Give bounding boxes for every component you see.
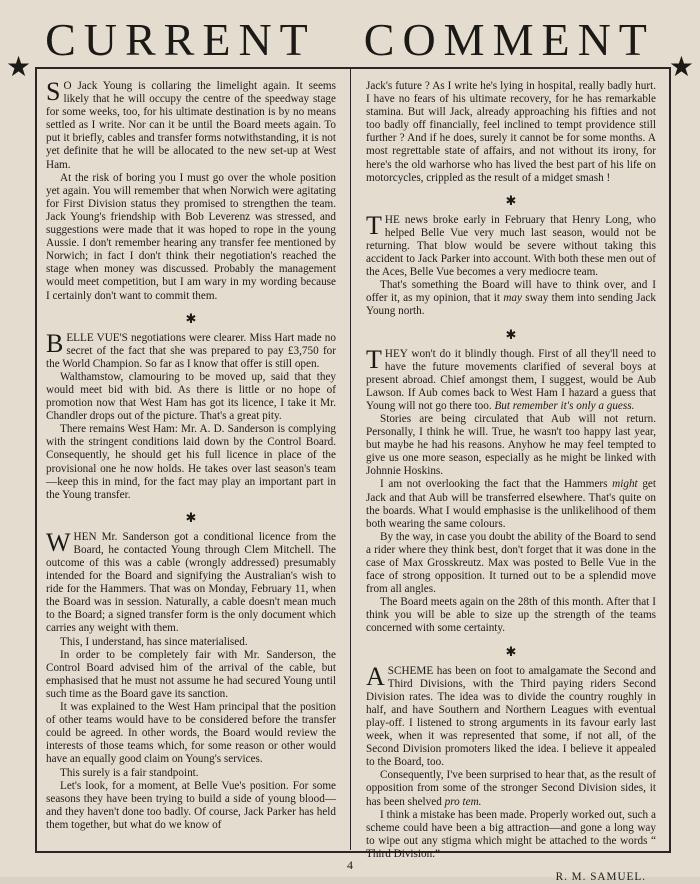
paragraph: Stories are being circulated that Aub will not return. Personally, I think he will. True, he wasn't too happy last year, but maybe he had his reasons. Anyhow he may feel tempted to give us one more season, especially as he might be linked with Johnnie Hoskins.: [366, 412, 656, 478]
paragraph: In order to be completely fair with Mr. Sanderson, the Control Board advised him of the arrival of the cable, but emphasised that he must not assume he had secured Young until such time as the Board gave its sanction.: [46, 648, 336, 700]
paragraph: [366, 661, 656, 770]
drop-cap: T: [366, 210, 382, 240]
paragraph-text: ELLE VUE'S negotiations were clearer. Miss Hart made no secret of the fact that she was prepared to pay £3,750 for the World Champion. So far as I know that offer is still open.: [46, 331, 336, 370]
asterisk-separator-icon: ✱: [185, 310, 197, 326]
drop-cap: W: [46, 527, 71, 557]
title-word-current: CURRENT: [45, 14, 316, 65]
paragraph: It was explained to the West Ham principal that the position of other teams would have to be considered before the transfer could be agreed. In other words, the Board would review the interests of those teams which, for some reason or other would have an equally good claim on Young's services.: [46, 701, 336, 766]
text-run: get Jack and that Aub will be transferred elsewhere. That's quite on the boards. What I would emphasise is the unlikelihood of them both wearing the same colours.: [366, 478, 656, 530]
paragraph: Walthamstow, clamouring to be moved up, said that they would meet bid with bid. As there is little or no hope of promotion now that West Ham has got its licence, I take it Mr. Chandler drops out of the picture. That's a great pity.: [46, 370, 336, 423]
paragraph: [366, 210, 656, 279]
page-title: [0, 14, 700, 66]
asterisk-separator-icon: ✱: [505, 643, 517, 659]
paragraph: Let's look, for a moment, at Belle Vue's position. For some seasons they have been trying to build a side of young blood—and they haven't done too badly. Of course, Jack Parker has held them together, but what do we know of: [46, 779, 336, 831]
italic-text: might: [612, 478, 638, 491]
star-icon-left: ★: [6, 52, 32, 83]
italic-text: may: [503, 292, 522, 305]
italic-text: pro tem.: [444, 795, 482, 808]
paragraph-text: HE news broke early in February that Henry Long, who helped Belle Vue very much last season, would not be returning. That blow would be severe without taking this accident to Jack Parker into account. With both these men out of the Aces, Belle Vue becomes a very mediocre team.: [366, 213, 656, 279]
paragraph-text: O Jack Young is collaring the limelight again. It seems likely that he will occupy the centre of the speedway stage for some weeks, too, for his ultimate destination is by no means settled as I write. Nor can it be until the Board meets again. To put it briefly, cables and transfer forms notwithstanding, it is not yet definite that he will be allocated to the new set-up at West Ham.: [46, 80, 336, 171]
paragraph: There remains West Ham: Mr. A. D. Sanderson is complying with the stringent conditions laid down by the Control Board. Consequently, he should get his full licence in place of the provisional one he now holds. He takes over last season's team—keep this in mind, for the fact may play an important part in the Young transfer.: [46, 423, 336, 501]
paragraph: This surely is a fair standpoint.: [60, 766, 199, 779]
paragraph-text: SCHEME has been on foot to amalgamate the Second and Third Divisions, with the Third paying riders Second Division rates. The idea was to divide the country roughly in half, and have Southern and Northern Leagues with eventual play-off. I listened to strong arguments in its favour early last week, when it was represented that some, if not all, of the Second Division promoters liked the idea. I believe it appealed to the Board, too.: [366, 664, 656, 769]
text-run: sway them into sending Jack Young north.: [366, 292, 657, 318]
paragraph: [366, 279, 656, 318]
paragraph-text: HEY won't do it blindly though. First of all they'll need to have the future movements clarified of several boys at present abroad. Chief amongst them, I suggest, would be Aub Lawson. If Aub comes back to West Ham I hazard a guess that Young will not go there too.: [366, 347, 656, 412]
drop-cap: T: [366, 344, 382, 374]
asterisk-separator-icon: ✱: [185, 509, 197, 525]
asterisk-separator-icon: ✱: [505, 326, 517, 342]
text-run: I am not overlooking the fact that the Hammers: [380, 478, 613, 491]
paragraph: [366, 344, 656, 413]
page-number: 4: [347, 858, 353, 872]
paragraph: [46, 77, 336, 172]
drop-cap: A: [366, 661, 385, 691]
left-column: [46, 77, 336, 832]
paragraph: At the risk of boring you I must go over the whole position yet again. You will remember that when Norwich were agitating for First Division status they promised to strengthen the team. Jack Young's friendship with Bob Leverenz was stressed, and suggestions were made that it was hoped to rope in the young Aussie. I don't remember hearing any transfer fee mentioned by Norwich; in fact I don't think their negotiation's reached the stage when money was discussed. Probably the management would meet competition, but I am wary in my wording because I certainly don't want to commit them.: [46, 171, 336, 302]
paragraph: [366, 478, 656, 530]
text-run: That's something the Board will have to think over, and I offer it, as my opinion, that it: [366, 279, 656, 305]
paragraph: Jack's future ? As I write he's lying in hospital, really badly hurt. I have no fears of his ultimate recovery, for he has remarkable stamina. But will Jack, already approaching his fifties and not too badly off financially, feel inclined to tempt providence still further ? And if he does, surely it cannot be for some months. A most regrettable state of affairs, and not without its irony, for here's the old warhorse who has lived the best part of his life on motorcycles, crippled as the result of a midget smash !: [366, 80, 656, 184]
paragraph: [366, 769, 656, 808]
drop-cap: S: [46, 77, 61, 106]
paragraph-text: HEN Mr. Sanderson got a conditional licence from the Board, he contacted Young through Clem Mitchell. The outcome of this was a cable (wrongly addressed) presumably intended for the Board and signifying the Australian's wish to ride for the Hammers. That was on Monday, February 11, when the Board was in session. Naturally, a cable doesn't mean much to the Board; a signed transfer form is the only document which carries any weight with them.: [46, 530, 336, 635]
paragraph: The Board meets again on the 28th of this month. After that I think you will be able to size up the strength of the teams concerned with some certainty.: [366, 596, 656, 635]
column-divider: [350, 68, 351, 850]
paragraph: I think a mistake has been made. Properly worked out, such a scheme could have been a big attraction—and gone a long way to wipe out any stigma which might be attached to the words “ Third Division.”: [366, 808, 656, 860]
asterisk-separator-icon: ✱: [505, 192, 517, 208]
drop-cap: B: [46, 328, 64, 358]
title-word-comment: COMMENT: [363, 14, 655, 65]
star-icon-right: ★: [668, 52, 694, 83]
paragraph: [46, 328, 336, 371]
paragraph: [46, 527, 336, 636]
right-column: [366, 80, 656, 884]
text-run: Consequently, I've been surprised to hear that, as the result of opposition from some of the stronger Second Division sides, it has been shelved: [366, 769, 656, 808]
paragraph: This, I understand, has since materialised.: [60, 635, 248, 648]
author-signature: R. M. SAMUEL.: [555, 870, 646, 883]
paragraph: By the way, in case you doubt the ability of the Board to send a rider where they think best, don't forget that it was done in the case of Max Grosskreutz. Max was posted to Belle Vue in the face of strong opposition. It turned out to be a splendid move from all angles.: [366, 530, 656, 596]
italic-text: But remember it's only a guess.: [494, 399, 635, 412]
